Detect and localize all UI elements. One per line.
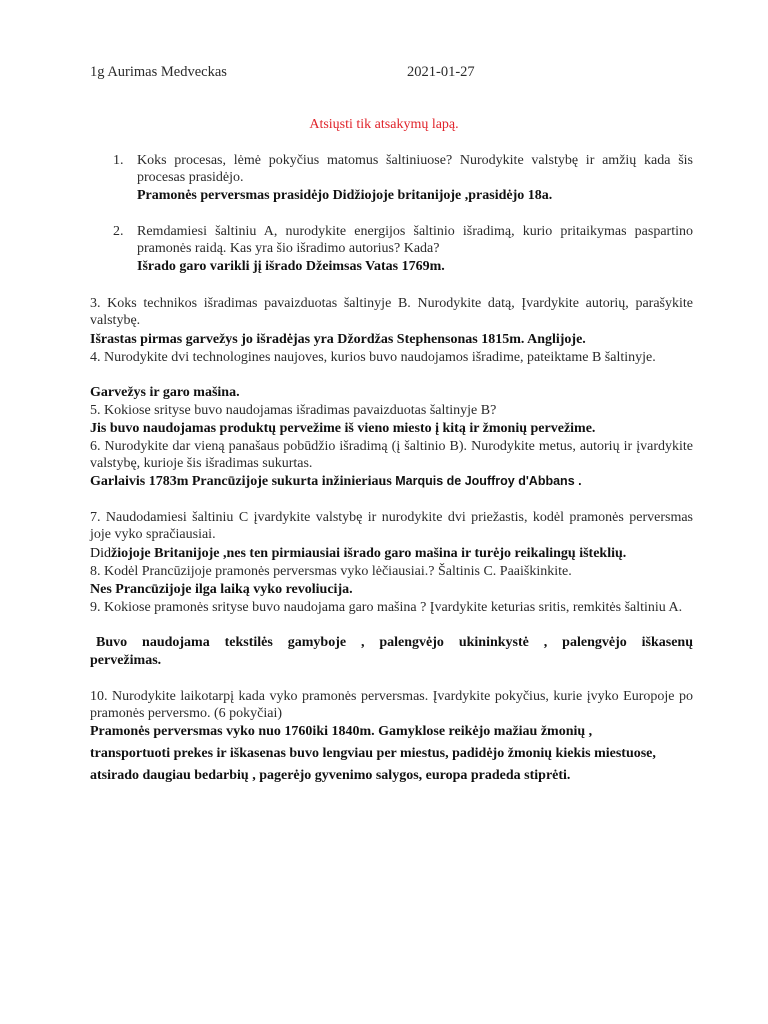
- question-2-number: 2.: [113, 224, 124, 239]
- answer-8: Nes Prancūzijoje ilga laiką vyko revoliucija.: [90, 582, 353, 597]
- answer-7-prefix: Did: [90, 546, 111, 561]
- answer-10-line-2: transportuoti prekes ir iškasenas buvo lengviau per miestus, padidėjo žmonių kiekis miestuose,: [90, 746, 656, 761]
- question-10-text: 10. Nurodykite laikotarpį kada vyko pramonės perversmas. Įvardykite pokyčius, kurie įvyko Europoje po pramonės perversmo. (6 pokyčiai): [90, 689, 693, 721]
- answer-6-inventor: Marquis de Jouffroy d'Abbans .: [395, 474, 582, 488]
- answer-2: Išrado garo varikli jį išrado Džeimsas Vatas 1769m.: [137, 259, 445, 274]
- student-name: 1g Aurimas Medveckas: [90, 64, 227, 80]
- answer-3: Išrastas pirmas garvežys jo išradėjas yra Džordžas Stephensonas 1815m. Anglijoje.: [90, 332, 586, 347]
- answer-10-line-3: atsirado daugiau bedarbių , pagerėjo gyvenimo salygos, europa pradeda stiprėti.: [90, 768, 571, 783]
- question-3-text: 3. Koks technikos išradimas pavaizduotas šaltinyje B. Nurodykite datą, Įvardykite autorių, parašykite valstybę.: [90, 296, 693, 328]
- instruction-text: Atsiųsti tik atsakymų lapą.: [309, 117, 459, 132]
- answer-5: Jis buvo naudojamas produktų pervežime iš vieno miesto į kitą ir žmonių pervežime.: [90, 421, 596, 436]
- answer-9-line-1: Buvo naudojama tekstilės gamyboje , palengvėjo ukininkystė , palengvėjo iškasenų: [96, 635, 693, 650]
- answer-7: [90, 545, 626, 562]
- question-7-text: 7. Naudodamiesi šaltiniu C įvardykite valstybę ir nurodykite dvi priežastis, kodėl pramonės perversmas joje vyko spračiausiai.: [90, 510, 693, 542]
- document-date: 2021-01-27: [407, 64, 475, 80]
- answer-6-main: Garlaivis 1783m Prancūzijoje sukurta inžinieriaus: [90, 474, 392, 489]
- answer-4: Garvežys ir garo mašina.: [90, 385, 240, 400]
- answer-1: Pramonės perversmas prasidėjo Didžiojoje britanijoje ,prasidėjo 18a.: [137, 188, 553, 203]
- answer-10-line-1: Pramonės perversmas vyko nuo 1760iki 1840m. Gamyklose reikėjo mažiau žmonių ,: [90, 724, 593, 739]
- question-6-text: 6. Nurodykite dar vieną panašaus pobūdžio išradimą (į šaltinio B). Nurodykite metus, autorių ir įvardykite valstybę, kurioje šis išradimas sukurtas.: [90, 439, 693, 471]
- answer-6: [90, 473, 582, 490]
- question-2-text: Remdamiesi šaltiniu A, nurodykite energijos šaltinio išradimą, kurio pritaikymas paspartino pramonės raidą. Kas yra šio išradimo autorius? Kada?: [137, 224, 693, 256]
- answer-9-line-2: pervežimas.: [90, 653, 162, 668]
- question-4-text: 4. Nurodykite dvi technologines naujoves, kurios buvo naudojamos išradime, pateiktame B šaltinyje.: [90, 350, 656, 365]
- answer-7-main: žiojoje Britanijoje ,nes ten pirmiausiai išrado garo mašina ir turėjo reikalingų išteklių.: [111, 546, 627, 561]
- question-1-number: 1.: [113, 153, 124, 168]
- question-5-text: 5. Kokiose srityse buvo naudojamas išradimas pavaizduotas šaltinyje B?: [90, 403, 497, 418]
- question-1-text: Koks procesas, lėmė pokyčius matomus šaltiniuose? Nurodykite valstybę ir amžių kada šis procesas prasidėjo.: [137, 153, 693, 185]
- question-8-text: 8. Kodėl Prancūzijoje pramonės perversmas vyko lėčiausiai.? Šaltinis C. Paaiškinkite.: [90, 564, 572, 579]
- question-9-text: 9. Kokiose pramonės srityse buvo naudojama garo mašina ? Įvardykite keturias sritis, remkitės šaltiniu A.: [90, 600, 683, 615]
